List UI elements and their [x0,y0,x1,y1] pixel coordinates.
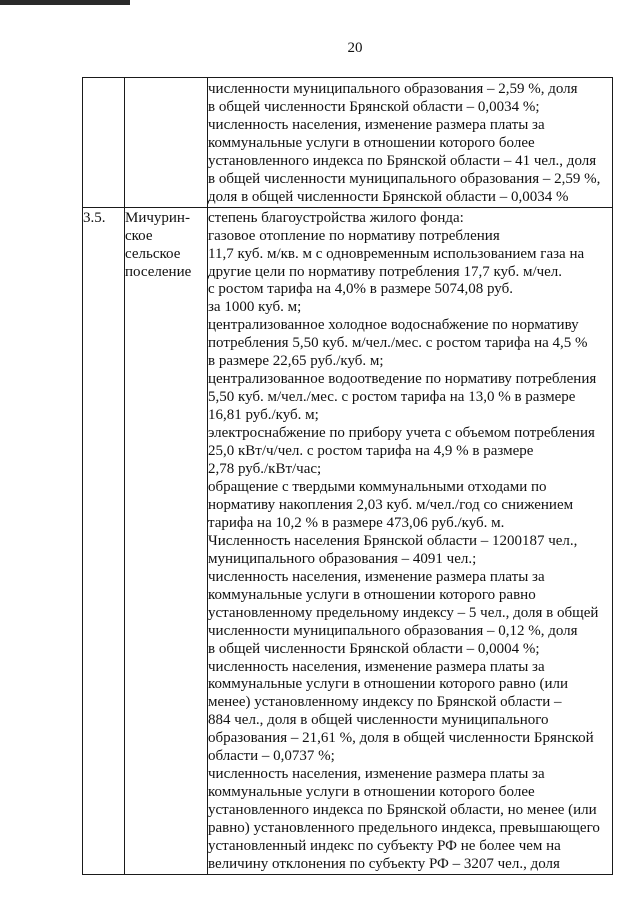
document-table [82,77,613,875]
text-line: численность населения, изменение размера платы за [208,658,545,675]
text-line: установленный индекс по субъекту РФ не более чем на [208,838,561,855]
text-line: коммунальные услуги в отношении которого более [208,784,535,801]
text-line: потребления 5,50 куб. м/чел./мес. с ростом тарифа на 4,5 % [208,335,588,352]
text-line: установленного индекса по Брянской области, но менее (или [208,802,597,819]
text-line: коммунальные услуги в отношении которого равно [208,586,536,603]
text-line: централизованное водоотведение по нормативу потребления [208,371,597,388]
text-line: области – 0,0737 %; [208,748,335,765]
text-line: 16,81 руб./куб. м; [208,407,319,424]
name-line: Мичурин- [125,209,190,226]
row-number-cell: 3.5. [83,207,125,874]
table-row-michurinskoe [83,207,613,874]
text-line: другие цели по нормативу потребления 17,7 куб. м/чел. [208,263,563,280]
text-line: численности муниципального образования – 2,59 %, доля [208,81,578,97]
description-cell [208,78,613,208]
text-line: в общей численности Брянской области – 0,0004 %; [208,640,540,657]
text-line: численность населения, изменение размера платы за [208,116,545,133]
page-number: 20 [347,40,363,56]
text-line: равно) установленного предельного индекса, превышающего [208,820,600,837]
text-line: менее) установленному индексу по Брянской области – [208,694,562,711]
name-line: ское [125,227,153,244]
text-line: 11,7 куб. м/кв. м с одновременным использованием газа на [208,245,585,262]
text-line: коммунальные услуги в отношении которого равно (или [208,676,568,693]
text-line: 884 чел., доля в общей численности муниципального [208,712,549,729]
text-line: нормативу накопления 2,03 куб. м/чел./год со снижением [208,496,574,513]
text-line: численность населения, изменение размера платы за [208,766,545,783]
text-line: установленному предельному индексу – 5 чел., доля в общей [208,604,599,621]
text-line: электроснабжение по прибору учета с объемом потребления [208,425,595,442]
text-line: тарифа на 10,2 % в размере 473,06 руб./куб. м. [208,514,505,531]
municipality-name-cell [125,207,208,874]
text-line: в размере 22,65 руб./куб. м; [208,353,384,370]
text-line: газовое отопление по нормативу потребления [208,227,500,244]
name-line: сельское [125,245,181,262]
text-line: централизованное холодное водоснабжение по нормативу [208,317,579,334]
text-line: за 1000 куб. м; [208,299,302,316]
text-line: Численность населения Брянской области – 1200187 чел., [208,532,578,549]
text-line: доля в общей численности Брянской области – 0,0034 % [208,188,569,205]
name-line: поселение [125,263,192,280]
text-line: величину отклонения по субъекту РФ – 3207 чел., доля [208,855,560,872]
text-line: 5,50 куб. м/чел./мес. с ростом тарифа на 13,0 % в размере [208,389,576,406]
text-line: 25,0 кВт/ч/чел. с ростом тарифа на 4,9 % в размере [208,443,534,460]
text-line: в общей численности муниципального образования – 2,59 %, [208,170,601,187]
table-row-continuation [83,78,613,208]
text-line: коммунальные услуги в отношении которого более [208,134,535,151]
text-line: образования – 21,61 %, доля в общей численности Брянской [208,730,594,747]
text-line: муниципального образования – 4091 чел.; [208,550,477,567]
municipality-name-cell [125,78,208,208]
text-line: в общей численности Брянской области – 0,0034 %; [208,98,540,115]
text-line: обращение с твердыми коммунальными отходами по [208,478,547,495]
description-cell [208,207,613,874]
text-line: установленного индекса по Брянской области – 41 чел., доля [208,152,597,169]
text-line: 2,78 руб./кВт/час; [208,461,322,478]
row-number-cell [83,78,125,208]
text-line: с ростом тарифа на 4,0% в размере 5074,08 руб. [208,281,513,298]
text-line: численность населения, изменение размера платы за [208,568,545,585]
text-line: численности муниципального образования – 0,12 %, доля [208,622,578,639]
scan-corner-mark [0,0,130,5]
text-line: степень благоустройства жилого фонда: [208,209,464,226]
